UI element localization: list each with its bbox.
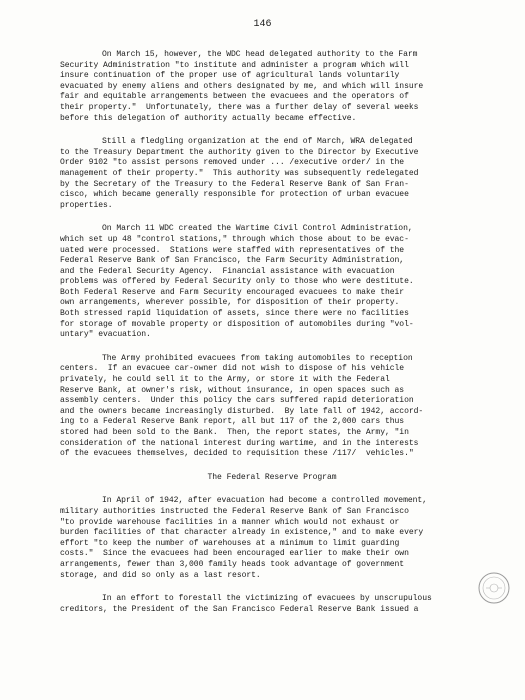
text-line: burden facilities of that character already in existence," and to make every	[60, 528, 424, 538]
text-line: On March 11 WDC created the Wartime Civil Control Administration,	[102, 224, 413, 234]
text-line: Still a fledgling organization at the end of March, WRA delegated	[102, 137, 413, 147]
paragraph-creditors	[60, 594, 484, 615]
paragraph-wcca	[60, 224, 484, 341]
text-line: In April of 1942, after evacuation had become a controlled movement,	[102, 496, 427, 506]
text-line: Reserve Bank, at owner's risk, without insurance, in open spaces such as	[60, 385, 405, 395]
text-line: properties.	[60, 200, 113, 210]
text-line: for storage of movable property or disposition of automobiles during "vol-	[60, 319, 414, 329]
text-line: cisco, which became generally responsible for protection of urban evacuee	[60, 190, 409, 200]
text-line: centers. If an evacuee car-owner did not wish to dispose of his vehicle	[60, 364, 405, 374]
text-line: The Army prohibited evacuees from taking automobiles to reception	[102, 353, 413, 363]
text-line: storage, and did so only as a last resort.	[60, 570, 261, 580]
paragraph-warehouse	[60, 496, 484, 581]
text-line: creditors, the President of the San Francisco Federal Reserve Bank issued a	[60, 604, 419, 614]
text-line: problems was offered by Federal Security only to those who were destitute.	[60, 277, 414, 287]
text-line: by the Secretary of the Treasury to the Federal Reserve Bank of San Fran-	[60, 179, 409, 189]
text-line: Federal Reserve Bank of San Francisco, the Farm Security Administration,	[60, 256, 405, 266]
text-line: costs." Since the evacuees had been encouraged earlier to make their own	[60, 549, 409, 559]
section-heading: The Federal Reserve Program	[207, 472, 337, 482]
text-line: privately, he could sell it to the Army, or store it with the Federal	[60, 375, 390, 385]
text-line: military authorities instructed the Federal Reserve Bank of San Francisco	[60, 506, 409, 516]
text-line: On March 15, however, the WDC head delegated authority to the Farm	[102, 50, 418, 59]
text-line: and the Federal Security Agency. Financial assistance with evacuation	[60, 266, 395, 276]
text-line: management of their property." This authority was subsequently redelegated	[60, 168, 419, 178]
document-body	[60, 50, 484, 628]
page-number: 146	[253, 19, 272, 30]
text-line: Both Federal Reserve and Farm Security encouraged evacuees to make their	[60, 287, 405, 297]
text-line: stored had been sold to the Bank. Then, the report states, the Army, "in	[60, 428, 409, 437]
text-line: In an effort to forestall the victimizing of evacuees by unscrupulous	[102, 594, 432, 604]
text-line: of the evacuees themselves, decided to requisition these /117/ vehicles."	[60, 449, 414, 459]
text-line: Security Administration "to institute and administer a program which will	[60, 60, 409, 70]
text-line: assembly centers. Under this policy the cars suffered rapid deterioration	[60, 396, 414, 406]
text-line: arrangements, fewer than 3,000 family heads took advantage of government	[60, 559, 405, 569]
paragraph-automobiles	[60, 354, 484, 460]
text-line: insure continuation of the proper use of agricultural lands voluntarily	[60, 71, 400, 81]
text-line: evacuated by enemy aliens and others designated by me, and which will insure	[60, 81, 424, 91]
text-line: untary" evacuation.	[60, 330, 151, 340]
paragraph-farm-security	[60, 50, 484, 124]
text-line: their property." Unfortunately, there was a further delay of several weeks	[60, 102, 419, 112]
text-line: to the Treasury Department the authority given to the Director by Executive	[60, 147, 419, 157]
archive-stamp-icon	[477, 571, 511, 605]
text-line: own arrangements, wherever possible, for disposition of their property.	[60, 298, 400, 308]
text-line: uated were processed. Stations were staffed with representatives of the	[60, 245, 405, 255]
text-line: ing to a Federal Reserve Bank report, all but 117 of the 2,000 cars thus	[60, 417, 405, 427]
text-line: "to provide warehouse facilities in a manner which would not exhaust or	[60, 517, 400, 527]
text-line: Both stressed rapid liquidation of assets, since there were no facilities	[60, 309, 409, 319]
text-line: before this delegation of authority actually became effective.	[60, 113, 357, 123]
text-line: Order 9102 "to assist persons removed under ... /executive order/ in the	[60, 158, 405, 168]
text-line: consideration of the national interest during wartime, and in the interests	[60, 438, 419, 448]
text-line: and the owners became increasingly disturbed. By late fall of 1942, accord-	[60, 406, 424, 416]
text-line: which set up 48 "control stations," through which those about to be evac-	[60, 234, 409, 244]
text-line: fair and equitable arrangements between the evacuees and the operators of	[60, 92, 409, 102]
paragraph-treasury	[60, 137, 484, 211]
text-line: effort "to keep the number of warehouses at a minimum to limit guarding	[60, 538, 400, 548]
